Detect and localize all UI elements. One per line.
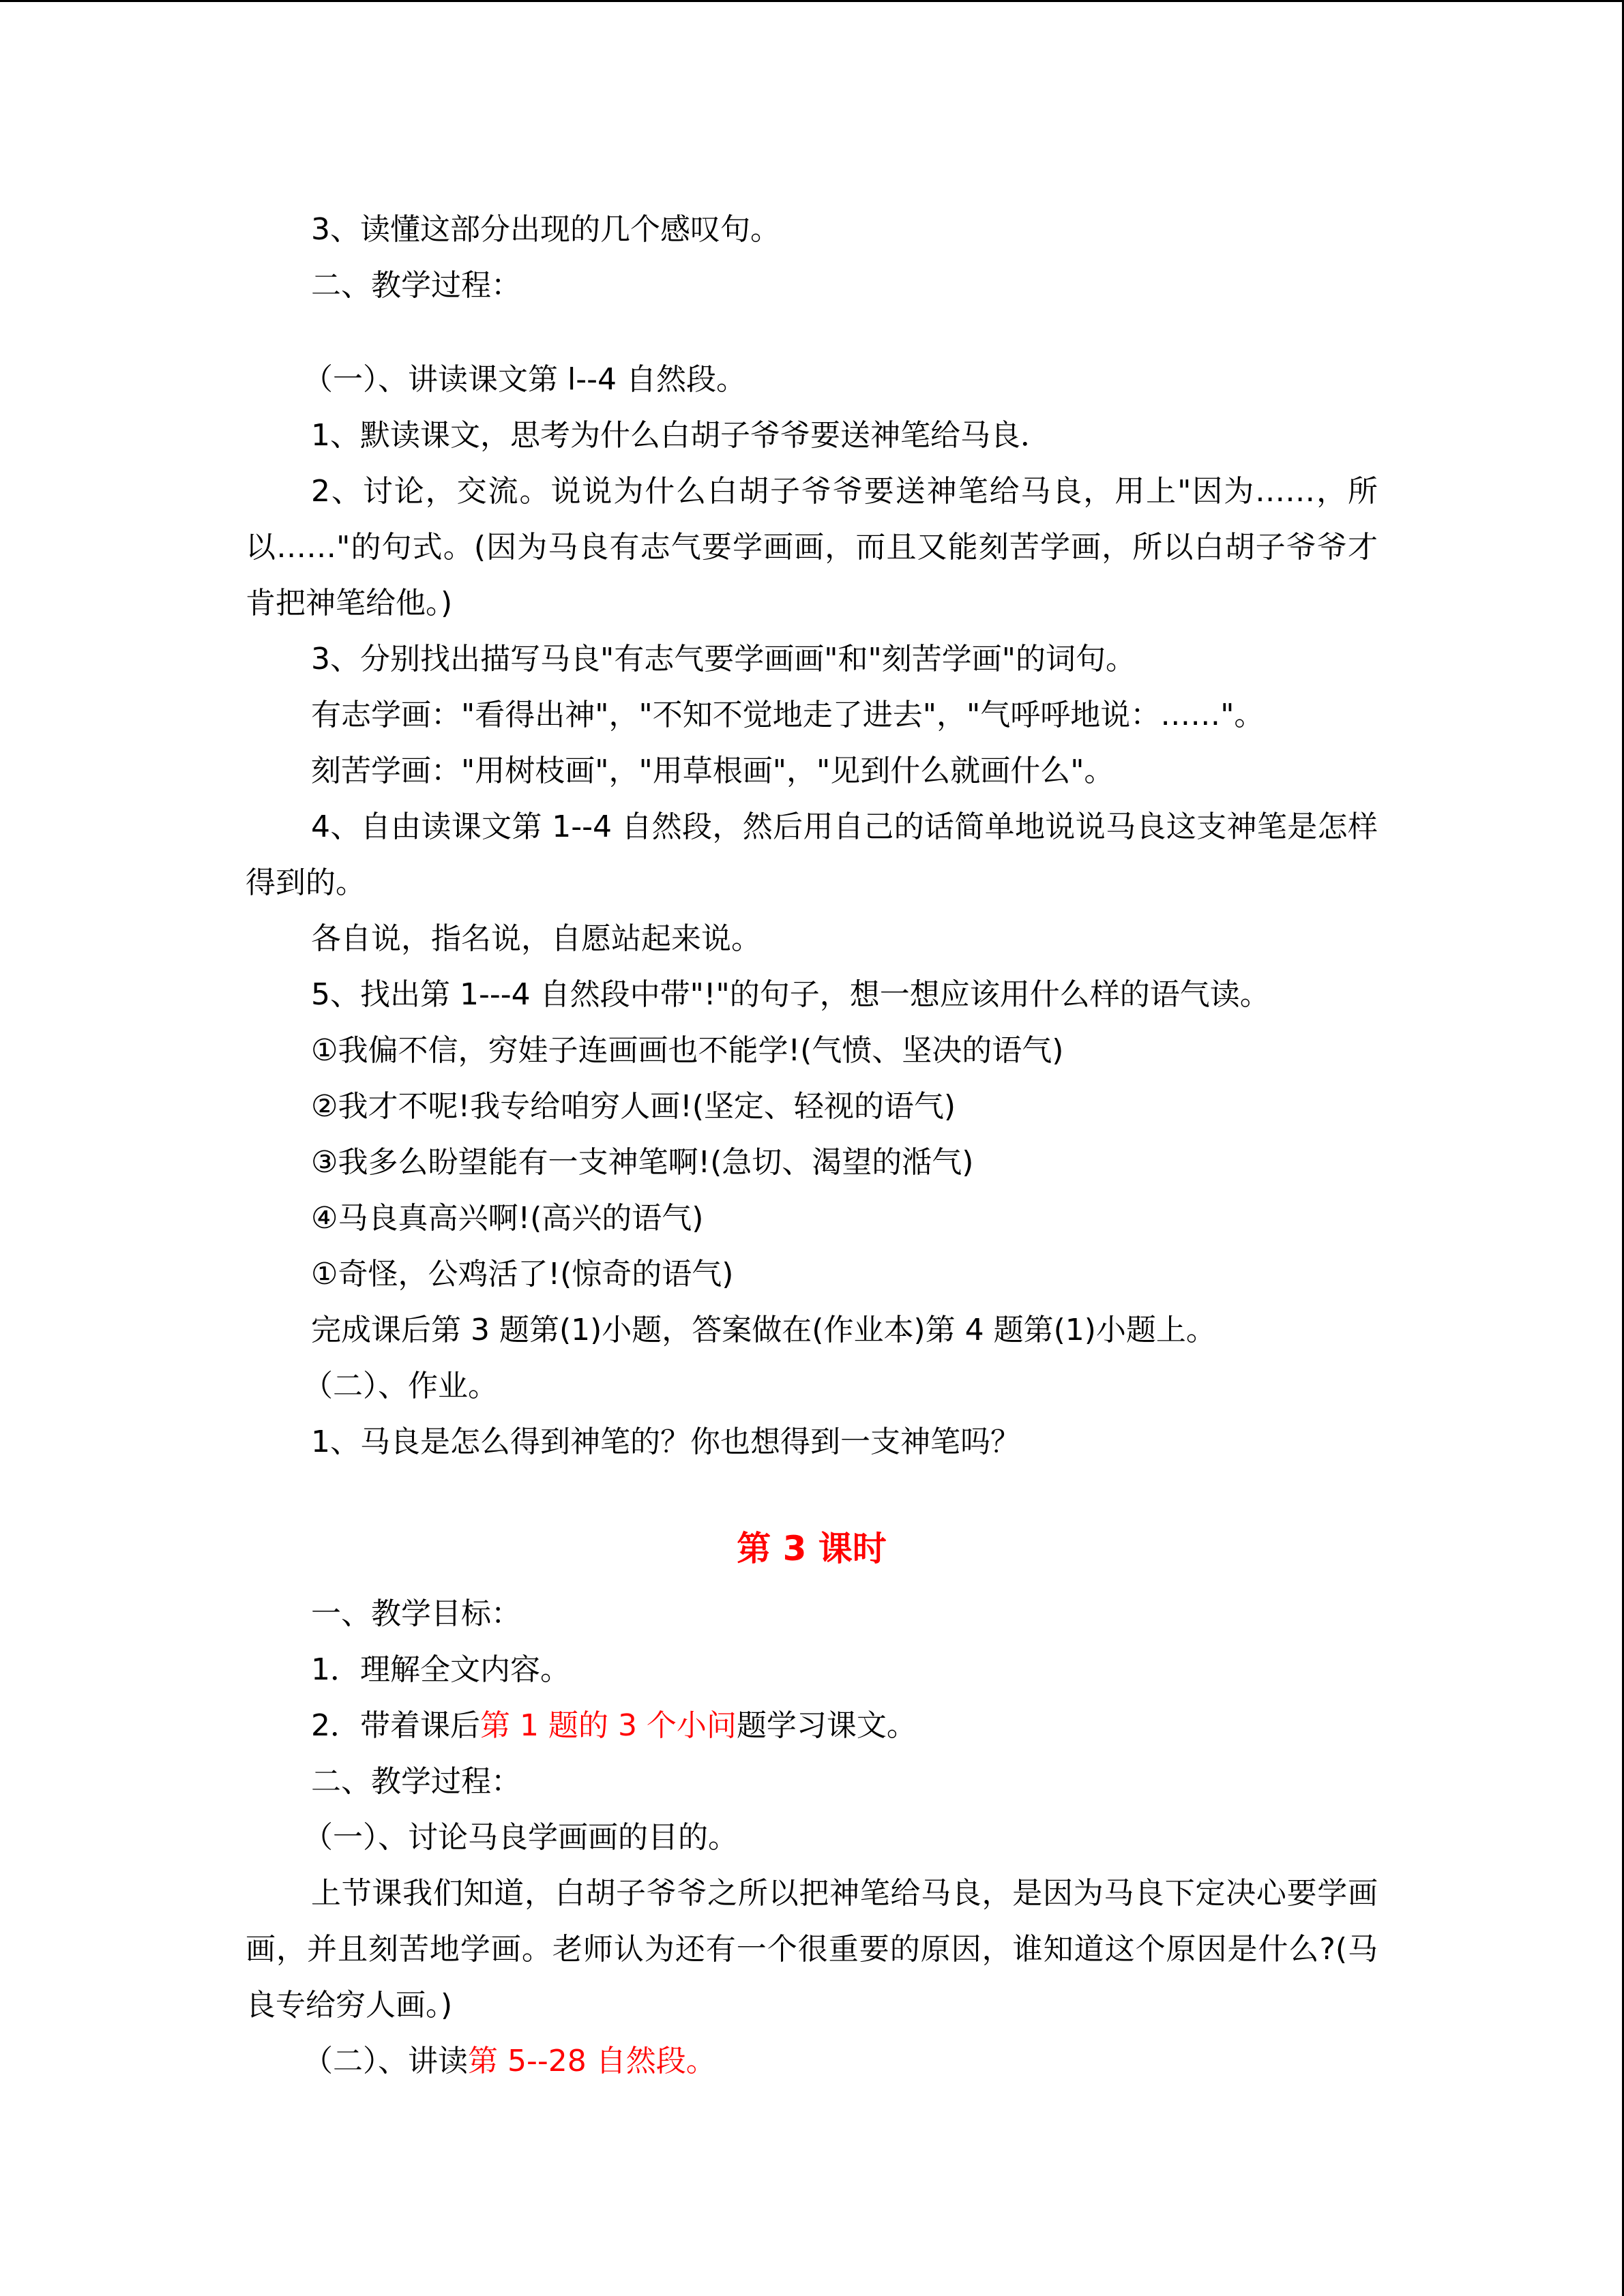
subsection-heading (246, 2033, 1378, 2089)
text-line: 5、找出第 1---4 自然段中带"!"的句子，想一想应该用什么样的语气读。 (311, 977, 1270, 1012)
spacer (246, 314, 1378, 352)
list-item: ②我才不呢!我专给咱穷人画!(坚定、轻视的语气) (311, 1089, 956, 1124)
text-line: 1、默读课文，思考为什么白胡子爷爷要送神笔给马良． (311, 418, 1050, 453)
spacer (246, 1470, 1378, 1511)
text-line: 1、马良是怎么得到神笔的？你也想得到一支神笔吗？ (311, 1425, 1020, 1459)
list-item: ①我偏不信，穷娃子连画画也不能学!(气愤、坚决的语气) (311, 1033, 1064, 1068)
document-body (246, 202, 1378, 2089)
section-heading-goals: 一、教学目标： (311, 1596, 521, 1631)
section-heading-process: 二、教学过程： (311, 1764, 521, 1799)
list-item: ③我多么盼望能有一支神笔啊!(急切、渴望的湉气) (311, 1145, 974, 1180)
text-line: 1．理解全文内容。 (311, 1652, 570, 1687)
list-item: ④马良真高兴啊!(高兴的语气) (311, 1201, 704, 1236)
text-line: 3、读懂这部分出现的几个感叹句。 (311, 212, 780, 247)
text-line: 刻苦学画："用树枝画"，"用草根画"，"见到什么就画什么"。 (311, 754, 1114, 788)
text-line: 完成课后第 3 题第(1)小题，答案做在(作业本)第 4 题第(1)小题上。 (311, 1313, 1216, 1347)
paragraph: 4、自由读课文第 1--4 自然段，然后用自己的话简单地说说马良这支神笔是怎样得到的。 (246, 809, 1378, 900)
text-span: （二）、讲读 (303, 2044, 468, 2078)
section-heading-process: 二、教学过程： (311, 268, 521, 303)
subsection-heading: （一）、讨论马良学画画的目的。 (303, 1820, 738, 1855)
list-item: ①奇怪，公鸡活了!(惊奇的语气) (311, 1257, 734, 1292)
highlighted-text: 第 5--28 自然段。 (468, 2044, 716, 2078)
text-span: 2．带着课后 (311, 1708, 480, 1743)
text-line: 各自说，指名说，自愿站起来说。 (311, 921, 761, 956)
text-span: 题学习课文。 (736, 1708, 917, 1743)
text-line (246, 1698, 1378, 1754)
top-border-rule (0, 0, 1624, 2)
subsection-heading: （二）、作业。 (303, 1369, 498, 1403)
text-line: 有志学画："看得出神"，"不知不觉地走了进去"，"气呼呼地说：……"。 (311, 698, 1265, 732)
subsection-heading: （一）、讲读课文第 l--4 自然段。 (303, 362, 746, 397)
highlighted-text: 第 1 题的 3 个小问 (480, 1708, 737, 1743)
text-line: 3、分别找出描写马良"有志气要学画画"和"刻苦学画"的词句。 (311, 642, 1136, 676)
paragraph: 上节课我们知道，白胡子爷爷之所以把神笔给马良，是因为马良下定决心要学画画，并且刻苦地学画。老师认为还有一个很重要的原因，谁知道这个原因是什么?(马良专给穷人画。) (246, 1876, 1378, 2023)
lesson-heading: 第 3 课时 (737, 1529, 887, 1568)
paragraph: 2、讨论，交流。说说为什么白胡子爷爷要送神笔给马良，用上"因为……，所以……"的句式。(因为马良有志气要学画画，而且又能刻苦学画，所以白胡子爷爷才肯把神笔给他。) (246, 474, 1378, 621)
